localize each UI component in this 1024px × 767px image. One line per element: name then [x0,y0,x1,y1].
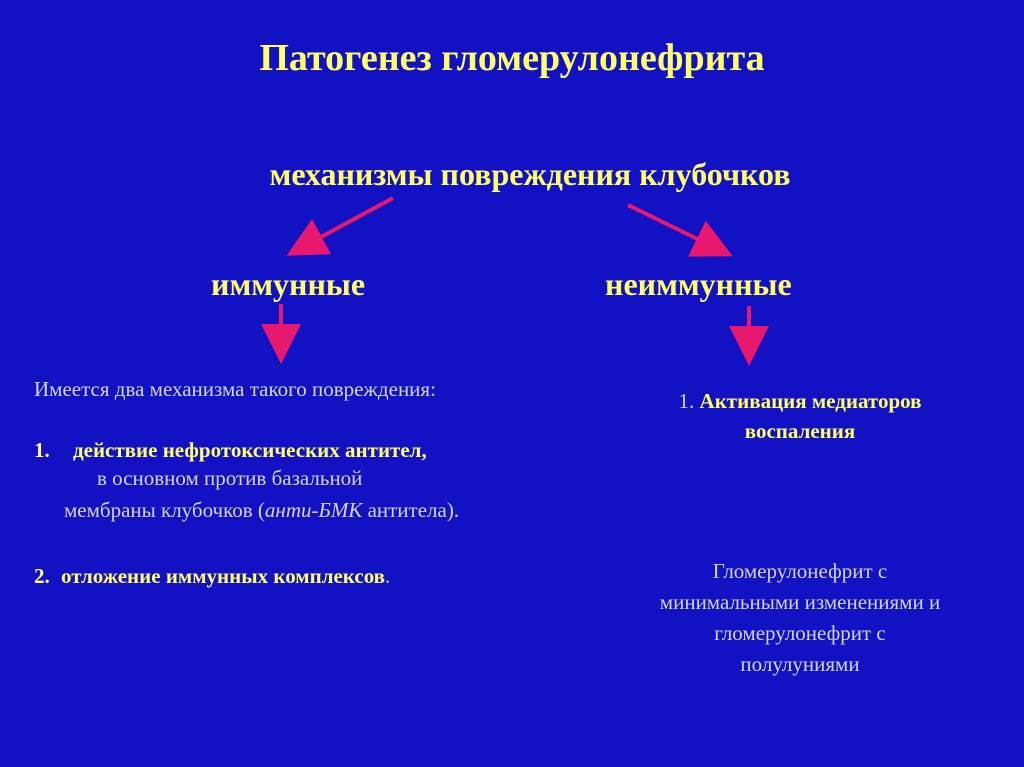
note-line-3: гломерулонефрит с [714,621,886,645]
item-2-bold: отложение иммунных комплексов [61,564,386,588]
note-line-4: полулуниями [740,652,860,676]
item-number: 1. [34,438,50,462]
anti-gbm-italic: анти-БМК [264,498,363,522]
immune-item-1 [34,436,427,464]
arrow-to-nonimmune [628,205,722,251]
branch-immune: иммунные [211,266,366,302]
item-1-line-3 [64,496,459,524]
item-2-dot: . [385,564,391,588]
note-line-1: Гломерулонефрит с [712,559,888,583]
note-line-2: минимальными изменениями и [659,590,941,614]
arrow-to-immune [297,198,393,250]
slide-title: Патогенез гломерулонефрита [259,37,765,79]
item-number: 2. [34,564,50,588]
nonimmune-note [620,556,980,680]
item-1-bold-line-1: Активация медиаторов [699,389,922,413]
item-1-line-2: в основном против базальной [97,466,363,490]
item-1-line-3-post: антитела). [362,498,460,522]
branch-nonimmune: неиммунные [605,266,792,302]
mechanisms-heading: механизмы повреждения клубочков [269,156,791,192]
nonimmune-item-1 [630,386,970,446]
item-1-bold-line-2: воспаления [744,419,856,443]
item-1-line-3-pre: мембраны клубочков ( [64,498,265,522]
immune-intro: Имеется два механизма такого повреждения: [34,377,436,401]
item-number: 1. [678,389,695,413]
item-1-bold: действие нефротоксических антител, [73,438,427,462]
immune-item-2 [34,562,390,590]
